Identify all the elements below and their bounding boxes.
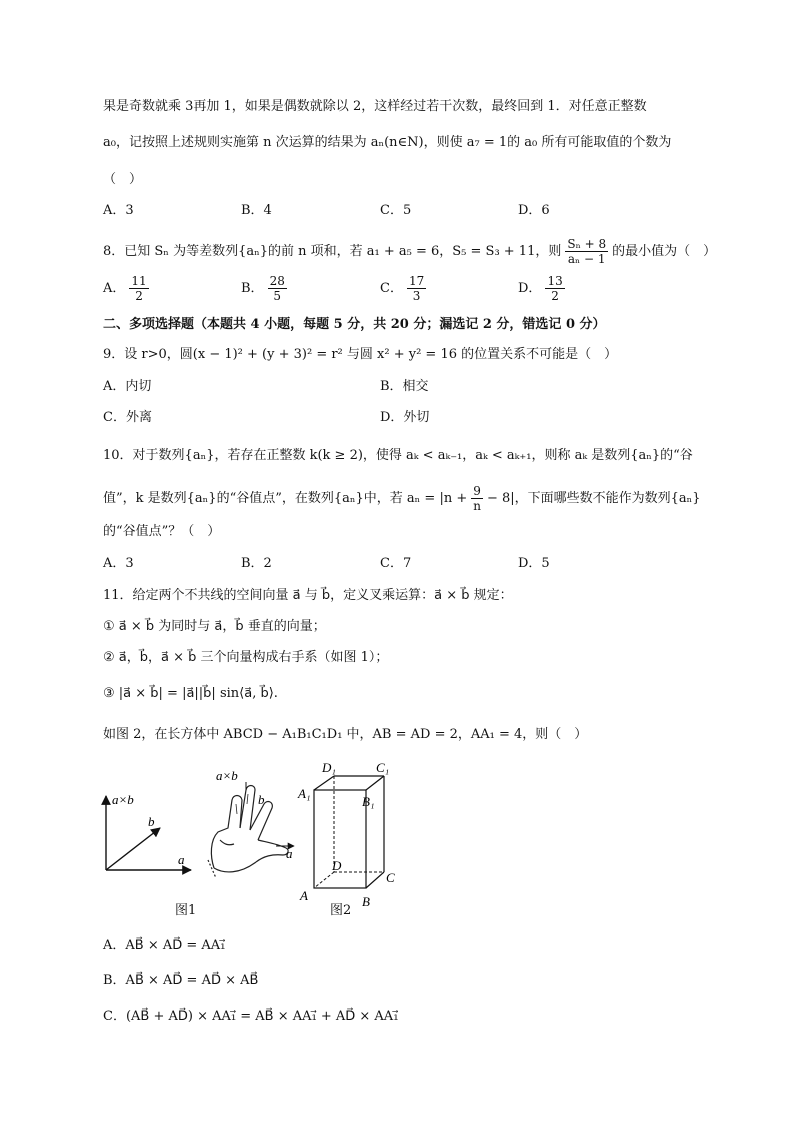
- q8-option-b[interactable]: [241, 272, 291, 306]
- q8-option-d-num: 13: [547, 274, 563, 288]
- q8-fraction-num: Sₙ + 8: [567, 237, 607, 251]
- q7-option-a[interactable]: A．3: [103, 203, 134, 218]
- q10-fraction: [471, 484, 483, 513]
- q8-option-a-num: 11: [131, 274, 147, 288]
- q9-option-d[interactable]: D．外切: [380, 410, 430, 425]
- fig2-label-b1: B₁: [362, 794, 375, 809]
- q11-item-2: ② a⃗，b⃗，a⃗ × b⃗ 三个向量构成右手系（如图 1）；: [103, 650, 389, 665]
- q8-option-b-label: B．: [241, 281, 264, 296]
- q8-fraction: [565, 237, 608, 266]
- q10-fraction-num: 9: [473, 484, 481, 498]
- fig2-label-b: B: [362, 894, 370, 909]
- figure-2-caption: 图2: [330, 903, 352, 918]
- fig1-label-a: a: [178, 852, 185, 867]
- q7-line-1: 果是奇数就乘 3再加 1，如果是偶数就除以 2，这样经过若干次数，最终回到 1．对任意正整数: [103, 99, 647, 114]
- q10-line-2b: − 8|，下面哪些数不能作为数列{aₙ}: [486, 491, 701, 506]
- q9-stem: 9．设 r>0，圆(x − 1)² + (y + 3)² = r² 与圆 x² + y² = 16 的位置关系不可能是（ ）: [103, 347, 618, 362]
- q8-stem-a: 8．已知 Sₙ 为等差数列{aₙ}的前 n 项和，若 a₁ + a₅ = 6，S₅ = S₃ + 11，则: [103, 244, 562, 259]
- q8-option-a[interactable]: [103, 272, 153, 306]
- q10-option-d[interactable]: D．5: [518, 556, 550, 571]
- q10-line-2: [103, 482, 734, 516]
- q10-fraction-den: n: [473, 499, 481, 513]
- q8-option-b-den: 5: [273, 289, 282, 303]
- hidden-edges: [314, 776, 384, 888]
- q7-option-c[interactable]: C．5: [380, 203, 412, 218]
- fig1-label-axb: a×b: [112, 792, 134, 807]
- q7-line-3: （ ）: [103, 172, 143, 187]
- q8-option-c-label: C．: [380, 281, 403, 296]
- q11-item-3: ③ |a⃗ × b⃗| = |a⃗||b⃗| sin⟨a⃗, b⃗⟩.: [103, 686, 278, 701]
- axis-b: [106, 828, 160, 870]
- q11-item-1: ① a⃗ × b⃗ 为同时与 a⃗，b⃗ 垂直的向量；: [103, 619, 326, 634]
- fig2-label-c: C: [386, 870, 395, 885]
- fig2-label-d1: D₁: [322, 760, 336, 775]
- fig2-label-a: A: [300, 888, 308, 903]
- q8-option-b-num: 28: [269, 274, 285, 288]
- q8-option-c-num: 17: [408, 274, 425, 288]
- fig1-hand-label-axb: a×b: [216, 768, 238, 783]
- q8-option-a-den: 2: [135, 289, 143, 303]
- q11-option-a[interactable]: A．AB⃗ × AD⃗ = AA₁⃗: [103, 938, 226, 953]
- fig2-label-d: D: [332, 858, 342, 873]
- q10-line-3: 的“谷值点”？（ ）: [103, 524, 221, 539]
- q10-option-c[interactable]: C．7: [380, 556, 412, 571]
- q7-option-b[interactable]: B．4: [241, 203, 272, 218]
- q9-option-a[interactable]: A．内切: [103, 379, 152, 394]
- q8-stem: [103, 237, 734, 267]
- q10-line-2a: 值”，k 是数列{aₙ}的“谷值点”，在数列{aₙ}中，若 aₙ = |n +: [103, 491, 468, 506]
- q10-line-1: 10．对于数列{aₙ}，若存在正整数 k(k ≥ 2)，使得 aₖ < aₖ₋₁，aₖ < aₖ₊₁，则称 aₖ 是数列{aₙ}的“谷: [103, 448, 693, 463]
- right-hand-icon: [208, 786, 288, 879]
- q8-option-d[interactable]: [518, 272, 569, 306]
- q11-line-5: 如图 2，在长方体中 ABCD − A₁B₁C₁D₁ 中，AB = AD = 2，AA₁ = 4，则（ ）: [103, 727, 588, 742]
- fig2-label-c1: C₁: [376, 760, 390, 775]
- figure-1-caption: 图1: [175, 903, 197, 918]
- figure-1: [96, 760, 306, 920]
- q8-option-c[interactable]: [380, 272, 430, 306]
- q11-line-1: 11．给定两个不共线的空间向量 a⃗ 与 b⃗，定义叉乘运算：a⃗ × b⃗ 规定：: [103, 588, 513, 603]
- q8-fraction-den: aₙ − 1: [567, 252, 606, 266]
- q10-option-b[interactable]: B．2: [241, 556, 272, 571]
- fig1-hand-label-b: b: [258, 792, 265, 807]
- fig2-label-a1: A₁: [298, 786, 311, 801]
- q8-option-c-den: 3: [412, 289, 421, 303]
- q7-option-d[interactable]: D．6: [518, 203, 550, 218]
- fig1-hand-label-a: a: [286, 846, 293, 861]
- q8-option-d-label: D．: [518, 281, 542, 296]
- q11-option-c[interactable]: C．(AB⃗ + AD⃗) × AA₁⃗ = AB⃗ × AA₁⃗ + AD⃗ × AA₁⃗: [103, 1009, 399, 1024]
- q8-stem-b: 的最小值为（ ）: [612, 244, 717, 259]
- q8-option-a-label: A．: [103, 281, 126, 296]
- q9-option-c[interactable]: C．外离: [103, 410, 152, 425]
- q8-option-d-den: 2: [551, 289, 559, 303]
- section-heading: 二、多项选择题（本题共 4 小题，每题 5 分，共 20 分；漏选记 2 分，错选记 0 分）: [103, 317, 606, 332]
- q11-option-b[interactable]: B．AB⃗ × AD⃗ = AD⃗ × AB⃗: [103, 973, 259, 988]
- q7-line-2: a₀，记按照上述规则实施第 n 次运算的结果为 aₙ(n∈N)，则使 a₇ = 1的 a₀ 所有可能取值的个数为: [103, 135, 672, 150]
- fig1-label-b: b: [148, 814, 155, 829]
- figure-2: [296, 760, 406, 910]
- q10-option-a[interactable]: A．3: [103, 556, 134, 571]
- q9-option-b[interactable]: B．相交: [380, 379, 429, 394]
